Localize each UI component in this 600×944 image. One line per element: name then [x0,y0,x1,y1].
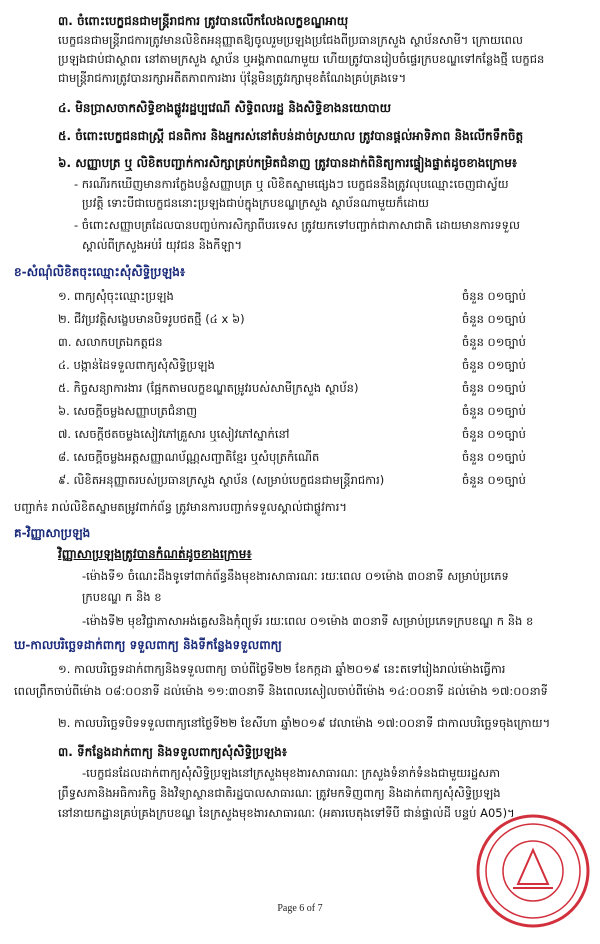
documents-heading: ខ-សំណុំលិខិតចុះឈ្មោះសុំសិទ្ធិប្រឡង៖ [14,265,186,279]
section-6-bullet-1a: - ករណីរកឃើញមានការក្លែងបន្លំសញ្ញាបត្រ ឬ លិខិតស្នាមផ្សេងៗ បេក្ខជននឹងត្រូវលុបឈ្មោះចេញជាស្វ័យ [74,177,509,191]
doc-item-label: ៦. សេចក្តីចម្លងសញ្ញាបត្រជំនាញ [58,404,198,418]
doc-item-qty: ចំនួន ០១ច្បាប់ [462,358,526,372]
deadline-point-3a: -បេក្ខជនដែលដាក់ពាក្យសុំសិទ្ធិប្រឡងនៅក្រសួងមុខងារសាធារណៈ ក្រសួងទំនាក់ទំនងជាមួយរដ្ឋសភា [82,766,501,780]
page-footer: Page 6 of 7 [277,903,323,914]
doc-item-label: ២. ជីវប្រវត្តិសង្ខេបមានបិទរូបថតថ្មី (៤ x ៦) [58,312,245,326]
section-6-title: ៦. សញ្ញាបត្រ ឬ លិខិតបញ្ជាក់ការសិក្សាគ្រប់កម្រិតជំនាញ ត្រូវបានដាក់ពិនិត្យការផ្ទៀងផ្ទាត់ដូចខាងក្រោម៖ [58,156,518,170]
deadline-point-3: ៣. ទីកន្លែងដាក់ពាក្យ និងទទួលពាក្យសុំសិទ្ធិប្រឡង៖ [58,745,288,759]
doc-item-label: ៩. លិខិតអនុញ្ញាតរបស់ប្រធានក្រសួង ស្ថាប័ន (សម្រាប់បេក្ខជនជាមន្ត្រីរាជការ) [58,473,385,487]
exam-subheading: វិញ្ញាសាប្រឡងត្រូវបានកំណត់ដូចខាងក្រោម៖ [58,547,252,561]
doc-item-label: ៥. កិច្ចសន្យាការងារ (ផ្អែកតាមលក្ខខណ្ឌតម្រូវរបស់សាមីក្រសួង ស្ថាប័ន) [58,381,359,395]
section-3-line-3: ជាមន្ត្រីរាជការត្រូវបានរក្សាអតីតភាពការងារ ប៉ុន្តែមិនត្រូវរក្សាមុខតំណែងគ្រប់គ្រងទេ។ [58,71,407,85]
section-6-bullet-2b: ស្គាល់ពីក្រសួងអប់រំ យុវជន និងកីឡា។ [82,238,243,252]
doc-item-label: ៧. សេចក្តីថតចម្លងសៀវភៅគ្រួសារ ឬសៀវភៅស្នាក់នៅ [58,427,290,441]
doc-item-qty: ចំនួន ០១ច្បាប់ [462,289,526,303]
doc-item-qty: ចំនួន ០១ច្បាប់ [462,404,526,418]
section-6-bullet-2a: - ចំពោះសញ្ញាបត្រដែលបានបញ្ចប់ការសិក្សាពីបរទេស ត្រូវយកទៅបញ្ជាក់ជាភាសាជាតិ ដោយមានការទទួល [74,218,520,232]
section-3-line-2: ប្រឡងជាប់ជាស្ថាពរ នៅតាមក្រសួង ស្ថាប័ន ឬអង្គភាពណាមួយ ហើយត្រូវបានរៀបចំផ្ទេរក្របខណ្ឌទៅកន្លែងថ្មី បេក្ខជន [58,52,545,66]
deadline-point-1a: ១. កាលបរិច្ឆេទដាក់ពាក្យនិងទទួលពាក្យ ចាប់ពីថ្ងៃទី២២ ខែកក្កដា ឆ្នាំ២០១៩ នេះតទៅរៀងរាល់ម៉ោងធ្វើការ [58,662,506,676]
doc-item-label: ១. ពាក្យសុំចុះឈ្មោះប្រឡង [58,289,174,303]
deadline-point-3b: ព្រឹទ្ធសភានិងអធិការកិច្ច និងវិទ្យាស្ថានជាតិរដ្ឋបាលសាធារណៈ ត្រូវមកទិញពាក្យ និងដាក់ពាក្យសុំសិទ្ធិប្រឡង [58,786,501,800]
doc-item-label: ៤. បង្កាន់ដៃទទួលពាក្យសុំសិទ្ធិប្រឡង [58,358,215,372]
doc-item-qty: ចំនួន ០១ច្បាប់ [462,381,526,395]
exam-hour-1a: -ម៉ោងទី១ ចំណេះដឹងទូទៅពាក់ព័ន្ធនឹងមុខងារសាធារណៈ រយៈពេល ០១ម៉ោង ៣០នាទី សម្រាប់ប្រភេទ [82,569,509,583]
exam-hour-2: -ម៉ោងទី២ មុខវិជ្ជាភាសាអង់គ្លេសនិងកុំព្យូទ័រ រយៈពេល ០១ម៉ោង ៣០នាទី សម្រាប់ប្រភេទក្របខណ្ឌ ក និង ខ [82,614,534,628]
doc-item-label: ៣. សលាកបត្រឯកត្តជន [58,335,163,349]
documents-note: បញ្ជាក់៖ រាល់លិខិតស្នាមតម្រូវពាក់ព័ន្ធ ត្រូវមានការបញ្ជាក់ទទួលស្គាល់ជាផ្លូវការ។ [14,500,347,514]
doc-item-qty: ចំនួន ០១ច្បាប់ [462,335,526,349]
deadline-heading: ឃ-កាលបរិច្ឆេទដាក់ពាក្យ ទទួលពាក្យ និងទីកន្លែងទទួលពាក្យ [14,638,282,652]
section-3-line-1: បេក្ខជនជាមន្ត្រីរាជការត្រូវមានលិខិតអនុញ្ញាតឱ្យចូលរួមប្រឡងប្រជែងពីប្រធានក្រសួង ស្ថាប័នសាមី។ ក្រោយពេល [58,33,523,47]
seal-temple-shape [518,850,548,884]
deadline-point-3c: នៅនាយកដ្ឋានគ្រប់គ្រងក្របខណ្ឌ នៃក្រសួងមុខងារសាធារណៈ (អគារបេតុងទៅទីបី ជាន់ផ្ទាល់ដី បន្ទប់ A05)។ [58,806,515,820]
deadline-point-1b: ពេលព្រឹកចាប់ពីម៉ោង ០៨:០០នាទី ដល់ម៉ោង ១១:៣០នាទី និងពេលរសៀលចាប់ពីម៉ោង ១៤:០០នាទី ដល់ម៉ោង ១៧:០០នាទី [14,684,548,698]
doc-item-qty: ចំនួន ០១ច្បាប់ [462,450,526,464]
doc-item-qty: ចំនួន ០១ច្បាប់ [462,473,526,487]
section-6-bullet-1b: ប្រវត្តិ ទោះបីជាបេក្ខជននោះប្រឡងជាប់ក្នុងក្របខណ្ឌក្រសួង ស្ថាប័នណាមួយក៏ដោយ [82,196,429,210]
deadline-point-2: ២. កាលបរិច្ឆេទបិទទទួលពាក្យនៅថ្ងៃទី២២ ខែសីហា ឆ្នាំ២០១៩ វេលាម៉ោង ១៧:០០នាទី ជាកាលបរិច្ឆេទចុងក្រោយ។ [58,716,551,730]
section-3-title: ៣. ចំពោះបេក្ខជនជាមន្ត្រីរាជការ ត្រូវបានលើកលែងលក្ខខណ្ឌអាយុ [58,14,349,28]
exam-heading: គ-វិញ្ញាសាប្រឡង [14,526,91,540]
doc-item-qty: ចំនួន ០១ច្បាប់ [462,312,526,326]
exam-hour-1b: ក្របខណ្ឌ ក និង ខ [82,590,162,604]
section-4-title: ៤. មិនប្រាសចាកសិទ្ធិខាងផ្លូវរដ្ឋប្បវេណី សិទ្ធិពលរដ្ឋ និងសិទ្ធិខាងនយោបាយ [58,101,392,115]
section-5-title: ៥. ចំពោះបេក្ខជនជាស្ត្រី ជនពិការ និងអ្នករស់នៅតំបន់ដាច់ស្រយាល ត្រូវបានផ្តល់អាទិភាព និងលើកទឹកចិត្ត [58,129,524,143]
doc-item-qty: ចំនួន ០១ច្បាប់ [462,427,526,441]
doc-item-label: ៨. សេចក្តីចម្លងអត្តសញ្ញាណប័ណ្ណសញ្ជាតិខ្មែរ ឬសំបុត្រកំណើត [58,450,320,464]
